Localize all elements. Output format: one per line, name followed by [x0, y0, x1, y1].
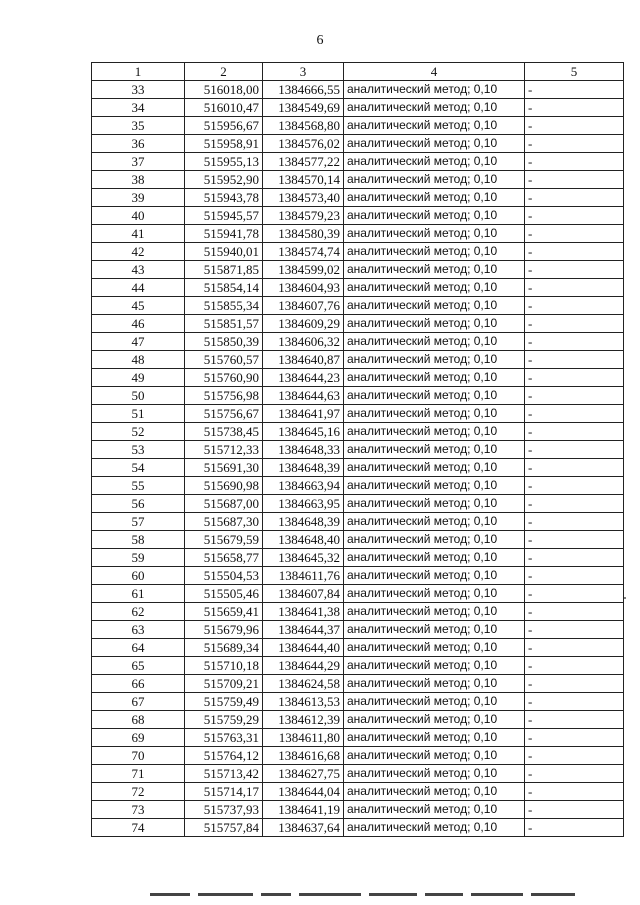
y-coordinate-cell: 1384609,29 — [263, 315, 344, 333]
y-coordinate-cell: 1384666,55 — [263, 81, 344, 99]
note-cell: - — [525, 531, 624, 549]
x-coordinate-cell: 515760,57 — [185, 351, 263, 369]
table-row — [92, 783, 624, 801]
note-cell: - — [525, 783, 624, 801]
note-cell: - — [525, 297, 624, 315]
table-row — [92, 495, 624, 513]
x-coordinate-cell: 515958,91 — [185, 135, 263, 153]
method-cell: аналитический метод; 0,10 — [344, 351, 525, 369]
page-number: 6 — [316, 33, 324, 48]
note-cell: - — [525, 801, 624, 819]
note-cell: - — [525, 405, 624, 423]
method-cell: аналитический метод; 0,10 — [344, 333, 525, 351]
x-coordinate-cell: 515952,90 — [185, 171, 263, 189]
y-coordinate-cell: 1384644,40 — [263, 639, 344, 657]
point-number-cell: 52 — [92, 423, 185, 441]
table-row — [92, 675, 624, 693]
method-cell: аналитический метод; 0,10 — [344, 117, 525, 135]
point-number-cell: 58 — [92, 531, 185, 549]
x-coordinate-cell: 515760,90 — [185, 369, 263, 387]
note-cell: - — [525, 495, 624, 513]
x-coordinate-cell: 515854,14 — [185, 279, 263, 297]
method-cell: аналитический метод; 0,10 — [344, 657, 525, 675]
y-coordinate-cell: 1384576,02 — [263, 135, 344, 153]
table-row — [92, 225, 624, 243]
y-coordinate-cell: 1384579,23 — [263, 207, 344, 225]
method-cell: аналитический метод; 0,10 — [344, 225, 525, 243]
note-cell: - — [525, 711, 624, 729]
table-row — [92, 729, 624, 747]
method-cell: аналитический метод; 0,10 — [344, 99, 525, 117]
y-coordinate-cell: 1384611,76 — [263, 567, 344, 585]
y-coordinate-cell: 1384644,29 — [263, 657, 344, 675]
note-cell: - — [525, 585, 624, 603]
y-coordinate-cell: 1384648,40 — [263, 531, 344, 549]
point-number-cell: 51 — [92, 405, 185, 423]
table-row — [92, 207, 624, 225]
column-header-4: 4 — [344, 63, 525, 81]
x-coordinate-cell: 515659,41 — [185, 603, 263, 621]
y-coordinate-cell: 1384637,64 — [263, 819, 344, 837]
point-number-cell: 40 — [92, 207, 185, 225]
y-coordinate-cell: 1384599,02 — [263, 261, 344, 279]
y-coordinate-cell: 1384607,84 — [263, 585, 344, 603]
y-coordinate-cell: 1384645,16 — [263, 423, 344, 441]
y-coordinate-cell: 1384580,39 — [263, 225, 344, 243]
point-number-cell: 42 — [92, 243, 185, 261]
note-cell: - — [525, 117, 624, 135]
point-number-cell: 70 — [92, 747, 185, 765]
method-cell: аналитический метод; 0,10 — [344, 243, 525, 261]
table-row — [92, 441, 624, 459]
note-cell: - — [525, 657, 624, 675]
x-coordinate-cell: 515687,00 — [185, 495, 263, 513]
column-header-1: 1 — [92, 63, 185, 81]
point-number-cell: 53 — [92, 441, 185, 459]
x-coordinate-cell: 515714,17 — [185, 783, 263, 801]
y-coordinate-cell: 1384612,39 — [263, 711, 344, 729]
note-cell: - — [525, 567, 624, 585]
note-cell: - — [525, 99, 624, 117]
point-number-cell: 34 — [92, 99, 185, 117]
point-number-cell: 48 — [92, 351, 185, 369]
method-cell: аналитический метод; 0,10 — [344, 423, 525, 441]
note-cell: - — [525, 819, 624, 837]
y-coordinate-cell: 1384613,53 — [263, 693, 344, 711]
method-cell: аналитический метод; 0,10 — [344, 621, 525, 639]
note-cell: - — [525, 459, 624, 477]
x-coordinate-cell: 515689,34 — [185, 639, 263, 657]
note-cell: - — [525, 171, 624, 189]
y-coordinate-cell: 1384648,39 — [263, 513, 344, 531]
table-body — [92, 81, 624, 837]
note-cell: - — [525, 441, 624, 459]
method-cell: аналитический метод; 0,10 — [344, 459, 525, 477]
table-row — [92, 657, 624, 675]
table-row — [92, 531, 624, 549]
column-header-3: 3 — [263, 63, 344, 81]
note-cell: - — [525, 351, 624, 369]
note-cell: - — [525, 729, 624, 747]
y-coordinate-cell: 1384570,14 — [263, 171, 344, 189]
y-coordinate-cell: 1384611,80 — [263, 729, 344, 747]
point-number-cell: 49 — [92, 369, 185, 387]
table-header-row — [92, 63, 624, 81]
y-coordinate-cell: 1384607,76 — [263, 297, 344, 315]
y-coordinate-cell: 1384627,75 — [263, 765, 344, 783]
method-cell: аналитический метод; 0,10 — [344, 405, 525, 423]
note-cell: - — [525, 387, 624, 405]
table-row — [92, 189, 624, 207]
x-coordinate-cell: 515759,49 — [185, 693, 263, 711]
point-number-cell: 72 — [92, 783, 185, 801]
table-row — [92, 333, 624, 351]
table-row — [92, 819, 624, 837]
table-row — [92, 567, 624, 585]
note-cell: - — [525, 135, 624, 153]
y-coordinate-cell: 1384640,87 — [263, 351, 344, 369]
x-coordinate-cell: 515851,57 — [185, 315, 263, 333]
y-coordinate-cell: 1384648,33 — [263, 441, 344, 459]
method-cell: аналитический метод; 0,10 — [344, 747, 525, 765]
point-number-cell: 46 — [92, 315, 185, 333]
method-cell: аналитический метод; 0,10 — [344, 387, 525, 405]
table-row — [92, 549, 624, 567]
column-header-2: 2 — [185, 63, 263, 81]
table-row — [92, 765, 624, 783]
note-cell: - — [525, 189, 624, 207]
x-coordinate-cell: 515956,67 — [185, 117, 263, 135]
note-cell: - — [525, 225, 624, 243]
point-number-cell: 47 — [92, 333, 185, 351]
method-cell: аналитический метод; 0,10 — [344, 513, 525, 531]
method-cell: аналитический метод; 0,10 — [344, 549, 525, 567]
x-coordinate-cell: 515687,30 — [185, 513, 263, 531]
table-row — [92, 261, 624, 279]
method-cell: аналитический метод; 0,10 — [344, 207, 525, 225]
x-coordinate-cell: 515713,42 — [185, 765, 263, 783]
table-row — [92, 135, 624, 153]
method-cell: аналитический метод; 0,10 — [344, 153, 525, 171]
x-coordinate-cell: 515941,78 — [185, 225, 263, 243]
method-cell: аналитический метод; 0,10 — [344, 171, 525, 189]
method-cell: аналитический метод; 0,10 — [344, 477, 525, 495]
table-row — [92, 711, 624, 729]
point-number-cell: 66 — [92, 675, 185, 693]
note-cell: - — [525, 747, 624, 765]
scan-dot — [624, 597, 626, 599]
note-cell: - — [525, 693, 624, 711]
y-coordinate-cell: 1384624,58 — [263, 675, 344, 693]
x-coordinate-cell: 515855,34 — [185, 297, 263, 315]
note-cell: - — [525, 243, 624, 261]
x-coordinate-cell: 515756,67 — [185, 405, 263, 423]
method-cell: аналитический метод; 0,10 — [344, 189, 525, 207]
note-cell: - — [525, 639, 624, 657]
x-coordinate-cell: 515679,59 — [185, 531, 263, 549]
x-coordinate-cell: 515658,77 — [185, 549, 263, 567]
y-coordinate-cell: 1384549,69 — [263, 99, 344, 117]
note-cell: - — [525, 333, 624, 351]
method-cell: аналитический метод; 0,10 — [344, 495, 525, 513]
method-cell: аналитический метод; 0,10 — [344, 531, 525, 549]
y-coordinate-cell: 1384663,94 — [263, 477, 344, 495]
table-row — [92, 387, 624, 405]
y-coordinate-cell: 1384616,68 — [263, 747, 344, 765]
y-coordinate-cell: 1384648,39 — [263, 459, 344, 477]
y-coordinate-cell: 1384645,32 — [263, 549, 344, 567]
footer-scan-artifact — [150, 893, 610, 899]
y-coordinate-cell: 1384644,04 — [263, 783, 344, 801]
point-number-cell: 62 — [92, 603, 185, 621]
coordinates-table — [91, 62, 624, 837]
method-cell: аналитический метод; 0,10 — [344, 81, 525, 99]
x-coordinate-cell: 515710,18 — [185, 657, 263, 675]
method-cell: аналитический метод; 0,10 — [344, 441, 525, 459]
x-coordinate-cell: 515712,33 — [185, 441, 263, 459]
method-cell: аналитический метод; 0,10 — [344, 261, 525, 279]
x-coordinate-cell: 515955,13 — [185, 153, 263, 171]
x-coordinate-cell: 515759,29 — [185, 711, 263, 729]
table-row — [92, 801, 624, 819]
point-number-cell: 68 — [92, 711, 185, 729]
x-coordinate-cell: 515691,30 — [185, 459, 263, 477]
y-coordinate-cell: 1384641,97 — [263, 405, 344, 423]
table-row — [92, 603, 624, 621]
y-coordinate-cell: 1384641,19 — [263, 801, 344, 819]
method-cell: аналитический метод; 0,10 — [344, 603, 525, 621]
table-row — [92, 279, 624, 297]
point-number-cell: 74 — [92, 819, 185, 837]
point-number-cell: 41 — [92, 225, 185, 243]
point-number-cell: 38 — [92, 171, 185, 189]
table-row — [92, 747, 624, 765]
column-header-5: 5 — [525, 63, 624, 81]
x-coordinate-cell: 515504,53 — [185, 567, 263, 585]
x-coordinate-cell: 515757,84 — [185, 819, 263, 837]
table-row — [92, 171, 624, 189]
y-coordinate-cell: 1384573,40 — [263, 189, 344, 207]
point-number-cell: 36 — [92, 135, 185, 153]
note-cell: - — [525, 315, 624, 333]
table-row — [92, 405, 624, 423]
x-coordinate-cell: 515850,39 — [185, 333, 263, 351]
x-coordinate-cell: 515943,78 — [185, 189, 263, 207]
x-coordinate-cell: 515940,01 — [185, 243, 263, 261]
y-coordinate-cell: 1384641,38 — [263, 603, 344, 621]
note-cell: - — [525, 549, 624, 567]
point-number-cell: 73 — [92, 801, 185, 819]
table-row — [92, 351, 624, 369]
note-cell: - — [525, 153, 624, 171]
point-number-cell: 39 — [92, 189, 185, 207]
y-coordinate-cell: 1384604,93 — [263, 279, 344, 297]
point-number-cell: 54 — [92, 459, 185, 477]
x-coordinate-cell: 515505,46 — [185, 585, 263, 603]
table-row — [92, 423, 624, 441]
y-coordinate-cell: 1384606,32 — [263, 333, 344, 351]
method-cell: аналитический метод; 0,10 — [344, 765, 525, 783]
y-coordinate-cell: 1384577,22 — [263, 153, 344, 171]
note-cell: - — [525, 621, 624, 639]
method-cell: аналитический метод; 0,10 — [344, 693, 525, 711]
point-number-cell: 61 — [92, 585, 185, 603]
point-number-cell: 50 — [92, 387, 185, 405]
table-row — [92, 153, 624, 171]
y-coordinate-cell: 1384663,95 — [263, 495, 344, 513]
method-cell: аналитический метод; 0,10 — [344, 279, 525, 297]
y-coordinate-cell: 1384568,80 — [263, 117, 344, 135]
x-coordinate-cell: 515763,31 — [185, 729, 263, 747]
method-cell: аналитический метод; 0,10 — [344, 135, 525, 153]
point-number-cell: 44 — [92, 279, 185, 297]
method-cell: аналитический метод; 0,10 — [344, 729, 525, 747]
point-number-cell: 69 — [92, 729, 185, 747]
point-number-cell: 45 — [92, 297, 185, 315]
table-row — [92, 81, 624, 99]
method-cell: аналитический метод; 0,10 — [344, 297, 525, 315]
table-row — [92, 477, 624, 495]
note-cell: - — [525, 477, 624, 495]
table-row — [92, 513, 624, 531]
table-row — [92, 585, 624, 603]
note-cell: - — [525, 675, 624, 693]
method-cell: аналитический метод; 0,10 — [344, 315, 525, 333]
x-coordinate-cell: 515764,12 — [185, 747, 263, 765]
point-number-cell: 37 — [92, 153, 185, 171]
table-row — [92, 99, 624, 117]
x-coordinate-cell: 515945,57 — [185, 207, 263, 225]
method-cell: аналитический метод; 0,10 — [344, 567, 525, 585]
y-coordinate-cell: 1384644,37 — [263, 621, 344, 639]
point-number-cell: 65 — [92, 657, 185, 675]
point-number-cell: 59 — [92, 549, 185, 567]
method-cell: аналитический метод; 0,10 — [344, 369, 525, 387]
point-number-cell: 64 — [92, 639, 185, 657]
method-cell: аналитический метод; 0,10 — [344, 801, 525, 819]
method-cell: аналитический метод; 0,10 — [344, 783, 525, 801]
point-number-cell: 55 — [92, 477, 185, 495]
table-row — [92, 117, 624, 135]
point-number-cell: 57 — [92, 513, 185, 531]
x-coordinate-cell: 515679,96 — [185, 621, 263, 639]
y-coordinate-cell: 1384574,74 — [263, 243, 344, 261]
y-coordinate-cell: 1384644,63 — [263, 387, 344, 405]
point-number-cell: 60 — [92, 567, 185, 585]
table-row — [92, 459, 624, 477]
note-cell: - — [525, 423, 624, 441]
table-row — [92, 639, 624, 657]
table-row — [92, 621, 624, 639]
x-coordinate-cell: 515709,21 — [185, 675, 263, 693]
note-cell: - — [525, 603, 624, 621]
y-coordinate-cell: 1384644,23 — [263, 369, 344, 387]
x-coordinate-cell: 516018,00 — [185, 81, 263, 99]
note-cell: - — [525, 369, 624, 387]
x-coordinate-cell: 515756,98 — [185, 387, 263, 405]
point-number-cell: 67 — [92, 693, 185, 711]
table-row — [92, 315, 624, 333]
x-coordinate-cell: 516010,47 — [185, 99, 263, 117]
method-cell: аналитический метод; 0,10 — [344, 675, 525, 693]
table-row — [92, 297, 624, 315]
note-cell: - — [525, 279, 624, 297]
x-coordinate-cell: 515690,98 — [185, 477, 263, 495]
note-cell: - — [525, 513, 624, 531]
x-coordinate-cell: 515871,85 — [185, 261, 263, 279]
table-row — [92, 693, 624, 711]
point-number-cell: 71 — [92, 765, 185, 783]
note-cell: - — [525, 207, 624, 225]
note-cell: - — [525, 765, 624, 783]
x-coordinate-cell: 515737,93 — [185, 801, 263, 819]
x-coordinate-cell: 515738,45 — [185, 423, 263, 441]
point-number-cell: 33 — [92, 81, 185, 99]
point-number-cell: 43 — [92, 261, 185, 279]
note-cell: - — [525, 81, 624, 99]
method-cell: аналитический метод; 0,10 — [344, 711, 525, 729]
point-number-cell: 63 — [92, 621, 185, 639]
point-number-cell: 56 — [92, 495, 185, 513]
point-number-cell: 35 — [92, 117, 185, 135]
method-cell: аналитический метод; 0,10 — [344, 585, 525, 603]
method-cell: аналитический метод; 0,10 — [344, 819, 525, 837]
method-cell: аналитический метод; 0,10 — [344, 639, 525, 657]
note-cell: - — [525, 261, 624, 279]
table-row — [92, 243, 624, 261]
table-row — [92, 369, 624, 387]
